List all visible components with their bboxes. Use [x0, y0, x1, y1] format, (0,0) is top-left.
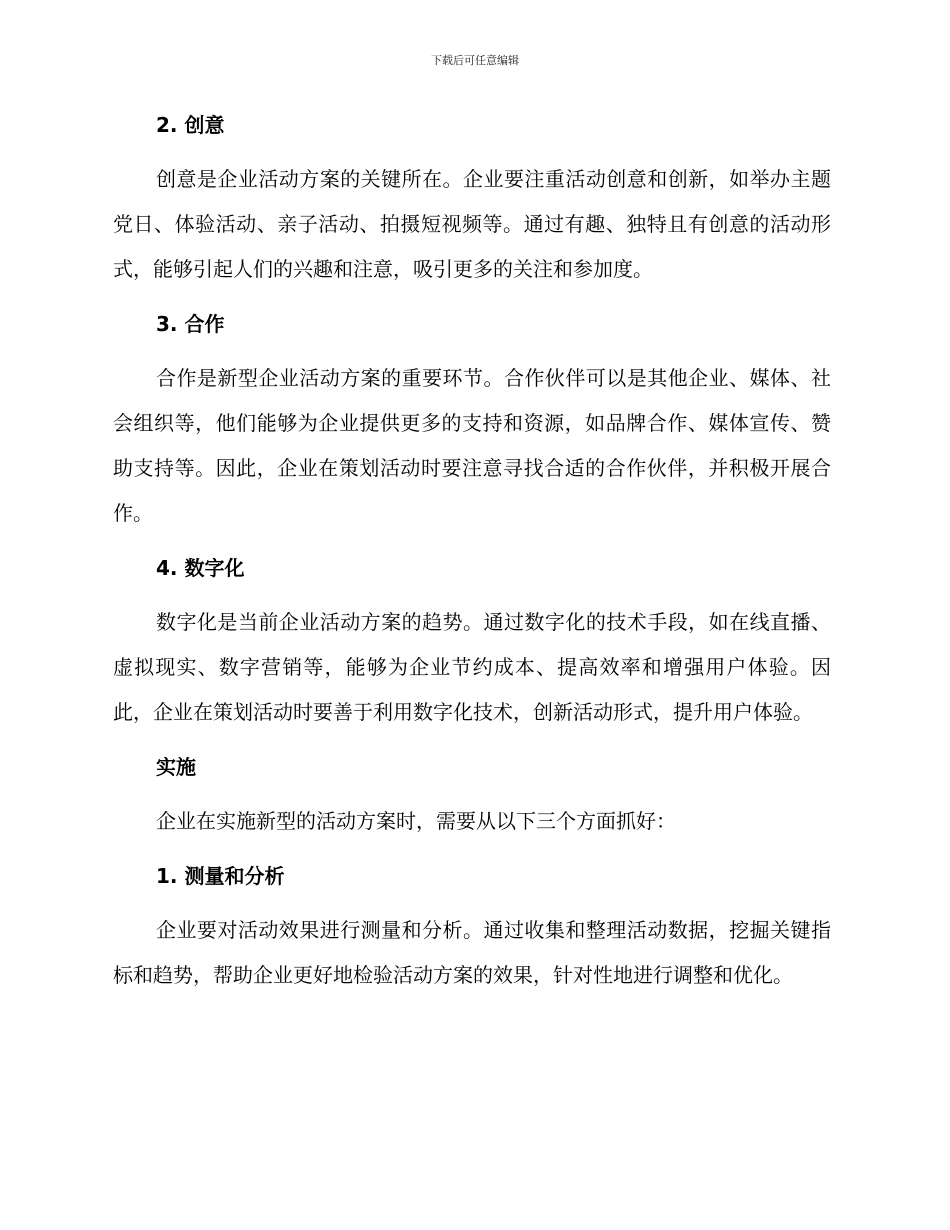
section-heading-cooperation: 3. 合作	[156, 312, 225, 336]
spacer	[113, 536, 831, 553]
spacer	[113, 735, 831, 752]
spacer	[113, 782, 831, 799]
spacer	[113, 292, 831, 309]
section-heading-digitalization: 4. 数字化	[156, 556, 245, 580]
spacer	[113, 339, 831, 356]
section-paragraph-implementation: 企业在实施新型的活动方案时，需要从以下三个方面抓好：	[156, 809, 676, 833]
spacer	[113, 583, 831, 600]
spacer	[113, 891, 831, 908]
section-paragraph-cooperation: 合作是新型企业活动方案的重要环节。合作伙伴可以是其他企业、媒体、社会组织等，他们能够为企业提供更多的支持和资源，如品牌合作、媒体宣传、赞助支持等。因此，企业在策划活动时要注意寻找合适的合作伙伴，并积极开展合作。	[113, 366, 831, 525]
section-heading-implementation: 实施	[156, 755, 196, 779]
page-header-note: 下载后可任意编辑	[431, 54, 519, 67]
spacer	[113, 844, 831, 861]
section-paragraph-creativity: 创意是企业活动方案的关键所在。企业要注重活动创意和创新，如举办主题党日、体验活动、亲子活动、拍摄短视频等。通过有趣、独特且有创意的活动形式，能够引起人们的兴趣和注意，吸引更多的关注和参加度。	[113, 167, 831, 281]
section-paragraph-measurement: 企业要对活动效果进行测量和分析。通过收集和整理活动数据，挖掘关键指标和趋势，帮助企业更好地检验活动方案的效果，针对性地进行调整和优化。	[113, 918, 831, 987]
spacer	[113, 140, 831, 157]
section-heading-creativity: 2. 创意	[156, 113, 225, 137]
document-body	[113, 110, 831, 998]
section-paragraph-digitalization: 数字化是当前企业活动方案的趋势。通过数字化的技术手段，如在线直播、虚拟现实、数字营销等，能够为企业节约成本、提高效率和增强用户体验。因此，企业在策划活动时要善于利用数字化技术，创新活动形式，提升用户体验。	[113, 610, 831, 724]
section-heading-measurement: 1. 测量和分析	[156, 864, 285, 888]
